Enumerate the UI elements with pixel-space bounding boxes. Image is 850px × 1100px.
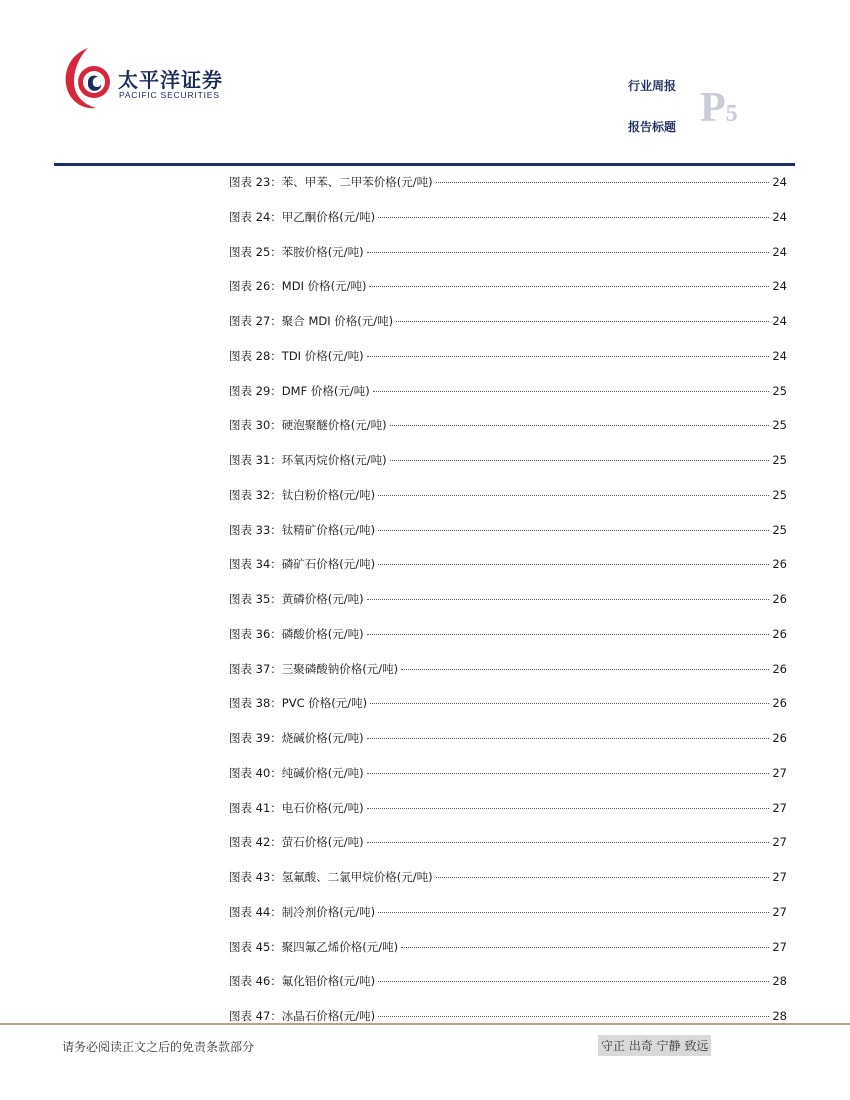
toc-entry-label: 图表 31：环氧丙烷价格(元/吨) <box>229 453 387 467</box>
disclaimer-note: 请务必阅读正文之后的免责条款部分 <box>62 1040 255 1054</box>
toc-entry-label: 图表 30：硬泡聚醚价格(元/吨) <box>229 418 387 433</box>
toc-entry-label: 图表 25：苯胺价格(元/吨) <box>229 244 364 259</box>
toc-entry[interactable] <box>229 591 787 626</box>
logo-english-name: PACIFIC SECURITIES <box>119 90 220 100</box>
toc-entry[interactable] <box>229 661 787 696</box>
toc-entry[interactable] <box>229 174 787 209</box>
toc-entry[interactable] <box>229 313 787 348</box>
toc-entry-label: 图表 38：PVC 价格(元/吨) <box>229 696 368 711</box>
toc-entry-page: 24 <box>772 244 787 259</box>
toc-entry-label: 图表 41：电石价格(元/吨) <box>229 800 364 815</box>
footer-divider <box>0 1023 850 1025</box>
toc-leader-dots <box>401 669 769 670</box>
toc-leader-dots <box>367 773 770 774</box>
toc-entry-label: 图表 43：氢氟酸、二氯甲烷价格(元/吨) <box>229 870 433 884</box>
toc-entry[interactable] <box>229 383 787 418</box>
toc-entry[interactable] <box>229 765 787 800</box>
toc-entry-label: 图表 39：烧碱价格(元/吨) <box>229 731 364 745</box>
toc-entry-label: 图表 40：纯碱价格(元/吨) <box>229 765 364 780</box>
toc-entry-label: 图表 45：聚四氟乙烯价格(元/吨) <box>229 939 399 954</box>
page-number <box>700 84 738 132</box>
toc-entry-page: 24 <box>772 209 787 224</box>
toc-entry-page: 25 <box>772 383 787 398</box>
toc-entry-page: 25 <box>772 453 787 467</box>
toc-leader-dots <box>367 356 770 357</box>
figure-list <box>229 174 787 1043</box>
page-letter: P <box>700 85 726 131</box>
toc-leader-dots <box>367 252 770 253</box>
toc-entry-label: 图表 36：磷酸价格(元/吨) <box>229 626 364 641</box>
toc-entry-page: 27 <box>772 939 787 954</box>
toc-leader-dots <box>370 703 769 704</box>
toc-entry-page: 25 <box>772 522 787 537</box>
toc-entry[interactable] <box>229 487 787 522</box>
toc-entry-label: 图表 37：三聚磷酸钠价格(元/吨) <box>229 661 399 676</box>
toc-leader-dots <box>367 842 770 843</box>
logo-chinese-name: 太平洋证券 <box>118 68 223 92</box>
toc-leader-dots <box>436 182 770 183</box>
toc-entry-page: 26 <box>772 592 787 606</box>
toc-leader-dots <box>369 286 769 287</box>
toc-entry[interactable] <box>229 452 787 487</box>
report-type: 行业周报 <box>628 79 677 93</box>
toc-entry-label: 图表 29：DMF 价格(元/吨) <box>229 383 370 398</box>
toc-entry-label: 图表 34：磷矿石价格(元/吨) <box>229 557 376 572</box>
toc-leader-dots <box>378 564 769 565</box>
pacific-securities-logo-icon <box>60 44 116 114</box>
toc-leader-dots <box>367 634 770 635</box>
toc-entry-page: 28 <box>772 974 787 989</box>
toc-entry[interactable] <box>229 209 787 244</box>
toc-leader-dots <box>436 877 770 878</box>
toc-leader-dots <box>367 738 770 739</box>
toc-leader-dots <box>373 391 770 392</box>
toc-leader-dots <box>390 425 770 426</box>
toc-entry-page: 28 <box>772 1009 787 1023</box>
toc-entry-page: 24 <box>772 279 787 294</box>
toc-entry-page: 26 <box>772 557 787 572</box>
toc-entry[interactable] <box>229 522 787 557</box>
toc-entry[interactable] <box>229 626 787 661</box>
toc-entry-page: 27 <box>772 870 787 884</box>
company-motto: 守正 出奇 宁静 致远 <box>598 1035 711 1056</box>
toc-entry-label: 图表 24：甲乙酮价格(元/吨) <box>229 209 376 224</box>
toc-entry-label: 图表 35：黄磷价格(元/吨) <box>229 592 364 606</box>
toc-entry-label: 图表 46：氟化铝价格(元/吨) <box>229 974 376 989</box>
toc-entry[interactable] <box>229 278 787 313</box>
toc-entry[interactable] <box>229 417 787 452</box>
toc-leader-dots <box>367 808 770 809</box>
company-logo <box>60 44 230 114</box>
toc-entry-page: 24 <box>772 175 787 189</box>
toc-entry-label: 图表 28：TDI 价格(元/吨) <box>229 348 364 363</box>
toc-entry-page: 27 <box>772 835 787 850</box>
toc-leader-dots <box>378 530 769 531</box>
toc-entry-page: 27 <box>772 904 787 919</box>
toc-entry-page: 26 <box>772 731 787 745</box>
toc-entry[interactable] <box>229 348 787 383</box>
page-digit: 5 <box>725 101 738 127</box>
toc-leader-dots <box>401 947 769 948</box>
toc-entry[interactable] <box>229 695 787 730</box>
toc-entry[interactable] <box>229 730 787 765</box>
toc-leader-dots <box>396 321 769 322</box>
toc-entry[interactable] <box>229 869 787 904</box>
toc-leader-dots <box>390 460 770 461</box>
toc-entry-page: 24 <box>772 314 787 328</box>
toc-entry-page: 24 <box>772 348 787 363</box>
toc-entry-page: 26 <box>772 696 787 711</box>
toc-entry-page: 26 <box>772 626 787 641</box>
toc-entry-label: 图表 26：MDI 价格(元/吨) <box>229 279 367 294</box>
toc-entry-page: 25 <box>772 418 787 433</box>
toc-entry-label: 图表 44：制冷剂价格(元/吨) <box>229 904 376 919</box>
toc-entry-label: 图表 23：苯、甲苯、二甲苯价格(元/吨) <box>229 175 433 189</box>
toc-entry-page: 25 <box>772 487 787 502</box>
toc-entry[interactable] <box>229 834 787 869</box>
toc-entry[interactable] <box>229 973 787 1008</box>
report-title: 报告标题 <box>628 120 677 134</box>
toc-entry[interactable] <box>229 556 787 591</box>
toc-leader-dots <box>367 599 770 600</box>
toc-leader-dots <box>378 495 769 496</box>
toc-entry-label: 图表 33：钛精矿价格(元/吨) <box>229 522 376 537</box>
toc-entry-label: 图表 42：萤石价格(元/吨) <box>229 835 364 850</box>
toc-entry-label: 图表 27：聚合 MDI 价格(元/吨) <box>229 314 394 328</box>
toc-entry[interactable] <box>229 904 787 939</box>
toc-entry-label: 图表 32：钛白粉价格(元/吨) <box>229 487 376 502</box>
toc-entry-page: 26 <box>772 661 787 676</box>
toc-leader-dots <box>378 1016 769 1017</box>
toc-entry[interactable] <box>229 244 787 279</box>
toc-entry[interactable] <box>229 939 787 974</box>
toc-entry[interactable] <box>229 800 787 835</box>
toc-entry-page: 27 <box>772 800 787 815</box>
toc-leader-dots <box>378 981 769 982</box>
toc-leader-dots <box>378 217 769 218</box>
toc-entry-label: 图表 47：冰晶石价格(元/吨) <box>229 1009 376 1023</box>
toc-leader-dots <box>378 912 769 913</box>
header-divider <box>54 163 795 166</box>
toc-entry-page: 27 <box>772 765 787 780</box>
